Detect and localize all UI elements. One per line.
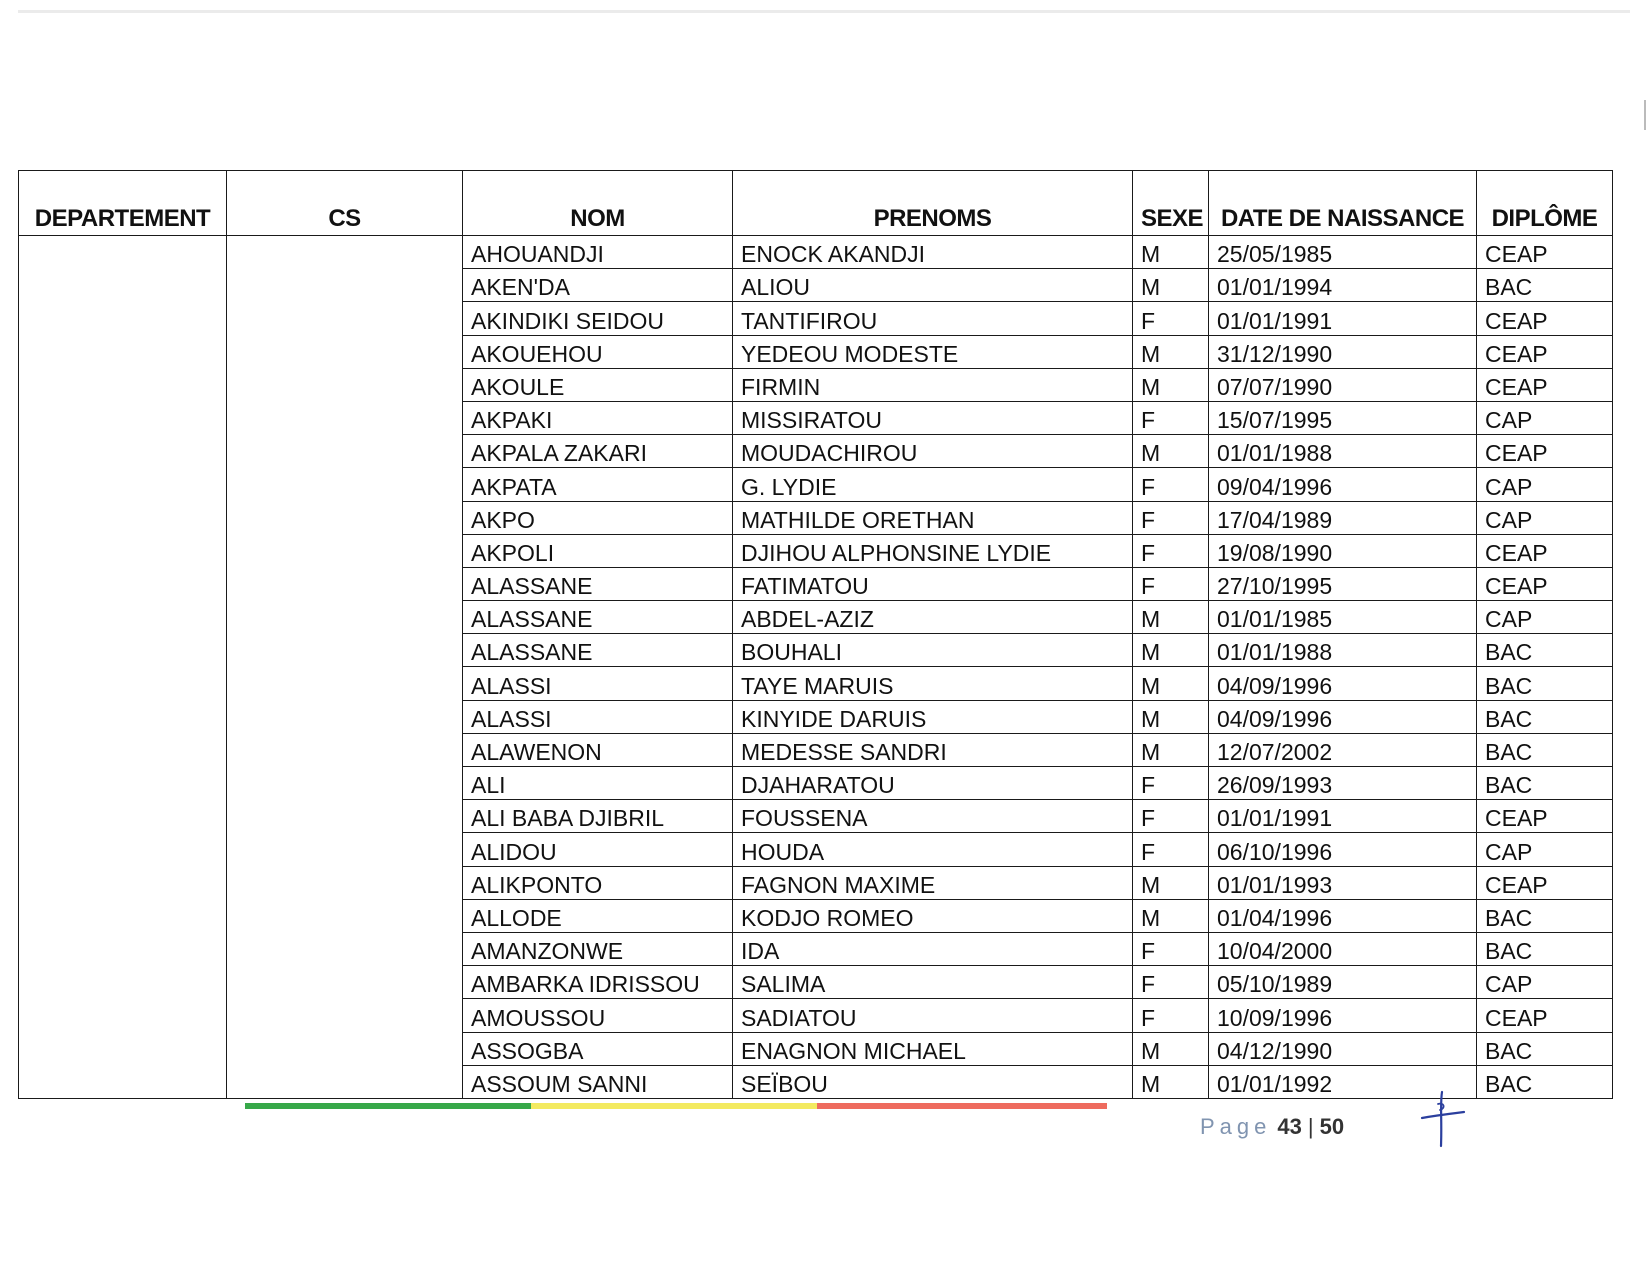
date-cell: 01/04/1996 [1209,899,1477,932]
date-cell: 26/09/1993 [1209,767,1477,800]
diplome-cell: CEAP [1477,567,1613,600]
nom-cell: AKINDIKI SEIDOU [463,302,733,335]
date-cell: 15/07/1995 [1209,401,1477,434]
header-sexe: SEXE [1133,171,1209,236]
sexe-cell: M [1133,269,1209,302]
date-cell: 19/08/1990 [1209,534,1477,567]
page-number [1200,1114,1344,1140]
prenoms-cell: SADIATOU [733,999,1133,1032]
date-cell: 31/12/1990 [1209,335,1477,368]
sexe-cell: M [1133,866,1209,899]
prenoms-cell: SEÏBOU [733,1065,1133,1098]
nom-cell: ALASSANE [463,567,733,600]
diplome-cell: CEAP [1477,368,1613,401]
date-cell: 10/04/2000 [1209,932,1477,965]
sexe-cell: M [1133,368,1209,401]
prenoms-cell: ENAGNON MICHAEL [733,1032,1133,1065]
prenoms-cell: DJAHARATOU [733,767,1133,800]
prenoms-cell: ABDEL-AZIZ [733,601,1133,634]
date-cell: 01/01/1988 [1209,634,1477,667]
table-row [19,236,1613,269]
cs-cell [227,236,463,1099]
sexe-cell: F [1133,767,1209,800]
sexe-cell: F [1133,302,1209,335]
nom-cell: AKPATA [463,468,733,501]
date-cell: 01/01/1991 [1209,302,1477,335]
date-cell: 01/01/1992 [1209,1065,1477,1098]
nom-cell: ASSOGBA [463,1032,733,1065]
sexe-cell: F [1133,932,1209,965]
date-cell: 12/07/2002 [1209,733,1477,766]
prenoms-cell: MISSIRATOU [733,401,1133,434]
diplome-cell: CEAP [1477,236,1613,269]
prenoms-cell: FIRMIN [733,368,1133,401]
flag-stripe-green [245,1103,531,1109]
diplome-cell: CEAP [1477,435,1613,468]
sexe-cell: F [1133,833,1209,866]
diplome-cell: BAC [1477,700,1613,733]
diplome-cell: BAC [1477,1065,1613,1098]
nom-cell: AMBARKA IDRISSOU [463,966,733,999]
prenoms-cell: ENOCK AKANDJI [733,236,1133,269]
date-cell: 10/09/1996 [1209,999,1477,1032]
sexe-cell: M [1133,335,1209,368]
sexe-cell: M [1133,733,1209,766]
diplome-cell: CEAP [1477,534,1613,567]
nom-cell: ALASSI [463,667,733,700]
prenoms-cell: FAGNON MAXIME [733,866,1133,899]
page-total: 50 [1319,1114,1345,1139]
diplome-cell: BAC [1477,932,1613,965]
prenoms-cell: FATIMATOU [733,567,1133,600]
prenoms-cell: TANTIFIROU [733,302,1133,335]
nom-cell: ALASSANE [463,601,733,634]
prenoms-cell: MATHILDE ORETHAN [733,501,1133,534]
sexe-cell: M [1133,1065,1209,1098]
sexe-cell: F [1133,800,1209,833]
diplome-cell: CAP [1477,833,1613,866]
diplome-cell: CAP [1477,501,1613,534]
diplome-cell: BAC [1477,269,1613,302]
prenoms-cell: G. LYDIE [733,468,1133,501]
nom-cell: AMANZONWE [463,932,733,965]
prenoms-cell: BOUHALI [733,634,1133,667]
prenoms-cell: YEDEOU MODESTE [733,335,1133,368]
diplome-cell: BAC [1477,733,1613,766]
prenoms-cell: FOUSSENA [733,800,1133,833]
top-rule [18,10,1630,13]
nom-cell: AKPAKI [463,401,733,434]
nom-cell: ALASSI [463,700,733,733]
date-cell: 06/10/1996 [1209,833,1477,866]
nom-cell: AKPO [463,501,733,534]
sexe-cell: F [1133,401,1209,434]
sexe-cell: M [1133,667,1209,700]
header-prenoms: PRENOMS [733,171,1133,236]
sexe-cell: F [1133,534,1209,567]
sexe-cell: M [1133,435,1209,468]
nom-cell: AKOULE [463,368,733,401]
diplome-cell: CAP [1477,601,1613,634]
prenoms-cell: KODJO ROMEO [733,899,1133,932]
date-cell: 25/05/1985 [1209,236,1477,269]
diplome-cell: CAP [1477,401,1613,434]
nom-cell: ALIDOU [463,833,733,866]
nom-cell: AKPOLI [463,534,733,567]
page-separator: | [1307,1114,1314,1139]
nom-cell: ASSOUM SANNI [463,1065,733,1098]
diplome-cell: CAP [1477,966,1613,999]
sexe-cell: F [1133,966,1209,999]
nom-cell: ALLODE [463,899,733,932]
prenoms-cell: MOUDACHIROU [733,435,1133,468]
nom-cell: ALIKPONTO [463,866,733,899]
sexe-cell: F [1133,468,1209,501]
nom-cell: ALASSANE [463,634,733,667]
diplome-cell: CEAP [1477,999,1613,1032]
diplome-cell: CEAP [1477,302,1613,335]
diplome-cell: CEAP [1477,335,1613,368]
sexe-cell: M [1133,700,1209,733]
nom-cell: AKPALA ZAKARI [463,435,733,468]
sexe-cell: M [1133,899,1209,932]
header-date-naissance: DATE DE NAISSANCE [1209,171,1477,236]
date-cell: 01/01/1991 [1209,800,1477,833]
sexe-cell: F [1133,501,1209,534]
prenoms-cell: KINYIDE DARUIS [733,700,1133,733]
sexe-cell: M [1133,601,1209,634]
sexe-cell: M [1133,1032,1209,1065]
nom-cell: ALAWENON [463,733,733,766]
sexe-cell: M [1133,634,1209,667]
edge-mark [1644,100,1646,130]
date-cell: 27/10/1995 [1209,567,1477,600]
sexe-cell: F [1133,999,1209,1032]
date-cell: 01/01/1993 [1209,866,1477,899]
diplome-cell: BAC [1477,767,1613,800]
header-row [19,171,1613,236]
header-departement: DEPARTEMENT [19,171,227,236]
prenoms-cell: IDA [733,932,1133,965]
diplome-cell: BAC [1477,634,1613,667]
date-cell: 09/04/1996 [1209,468,1477,501]
nom-cell: ALI [463,767,733,800]
date-cell: 04/09/1996 [1209,700,1477,733]
signature-mark [1418,1090,1466,1148]
nom-cell: AHOUANDJI [463,236,733,269]
table-body [19,236,1613,1099]
page-current: 43 [1277,1114,1302,1139]
diplome-cell: CAP [1477,468,1613,501]
nom-cell: AMOUSSOU [463,999,733,1032]
candidates-table [18,170,1613,1099]
prenoms-cell: HOUDA [733,833,1133,866]
prenoms-cell: DJIHOU ALPHONSINE LYDIE [733,534,1133,567]
date-cell: 01/01/1985 [1209,601,1477,634]
date-cell: 04/09/1996 [1209,667,1477,700]
diplome-cell: BAC [1477,667,1613,700]
sexe-cell: F [1133,567,1209,600]
header-diplome: DIPLÔME [1477,171,1613,236]
diplome-cell: CEAP [1477,866,1613,899]
departement-cell [19,236,227,1099]
header-nom: NOM [463,171,733,236]
date-cell: 01/01/1988 [1209,435,1477,468]
diplome-cell: BAC [1477,1032,1613,1065]
flag-stripe-yellow [531,1103,817,1109]
prenoms-cell: TAYE MARUIS [733,667,1133,700]
header-cs: CS [227,171,463,236]
date-cell: 17/04/1989 [1209,501,1477,534]
nom-cell: AKOUEHOU [463,335,733,368]
prenoms-cell: ALIOU [733,269,1133,302]
diplome-cell: CEAP [1477,800,1613,833]
nom-cell: ALI BABA DJIBRIL [463,800,733,833]
prenoms-cell: SALIMA [733,966,1133,999]
diplome-cell: BAC [1477,899,1613,932]
flag-stripe-red [817,1103,1107,1109]
date-cell: 04/12/1990 [1209,1032,1477,1065]
date-cell: 01/01/1994 [1209,269,1477,302]
page-word: Page [1200,1114,1272,1139]
date-cell: 05/10/1989 [1209,966,1477,999]
nom-cell: AKEN'DA [463,269,733,302]
prenoms-cell: MEDESSE SANDRI [733,733,1133,766]
date-cell: 07/07/1990 [1209,368,1477,401]
sexe-cell: M [1133,236,1209,269]
